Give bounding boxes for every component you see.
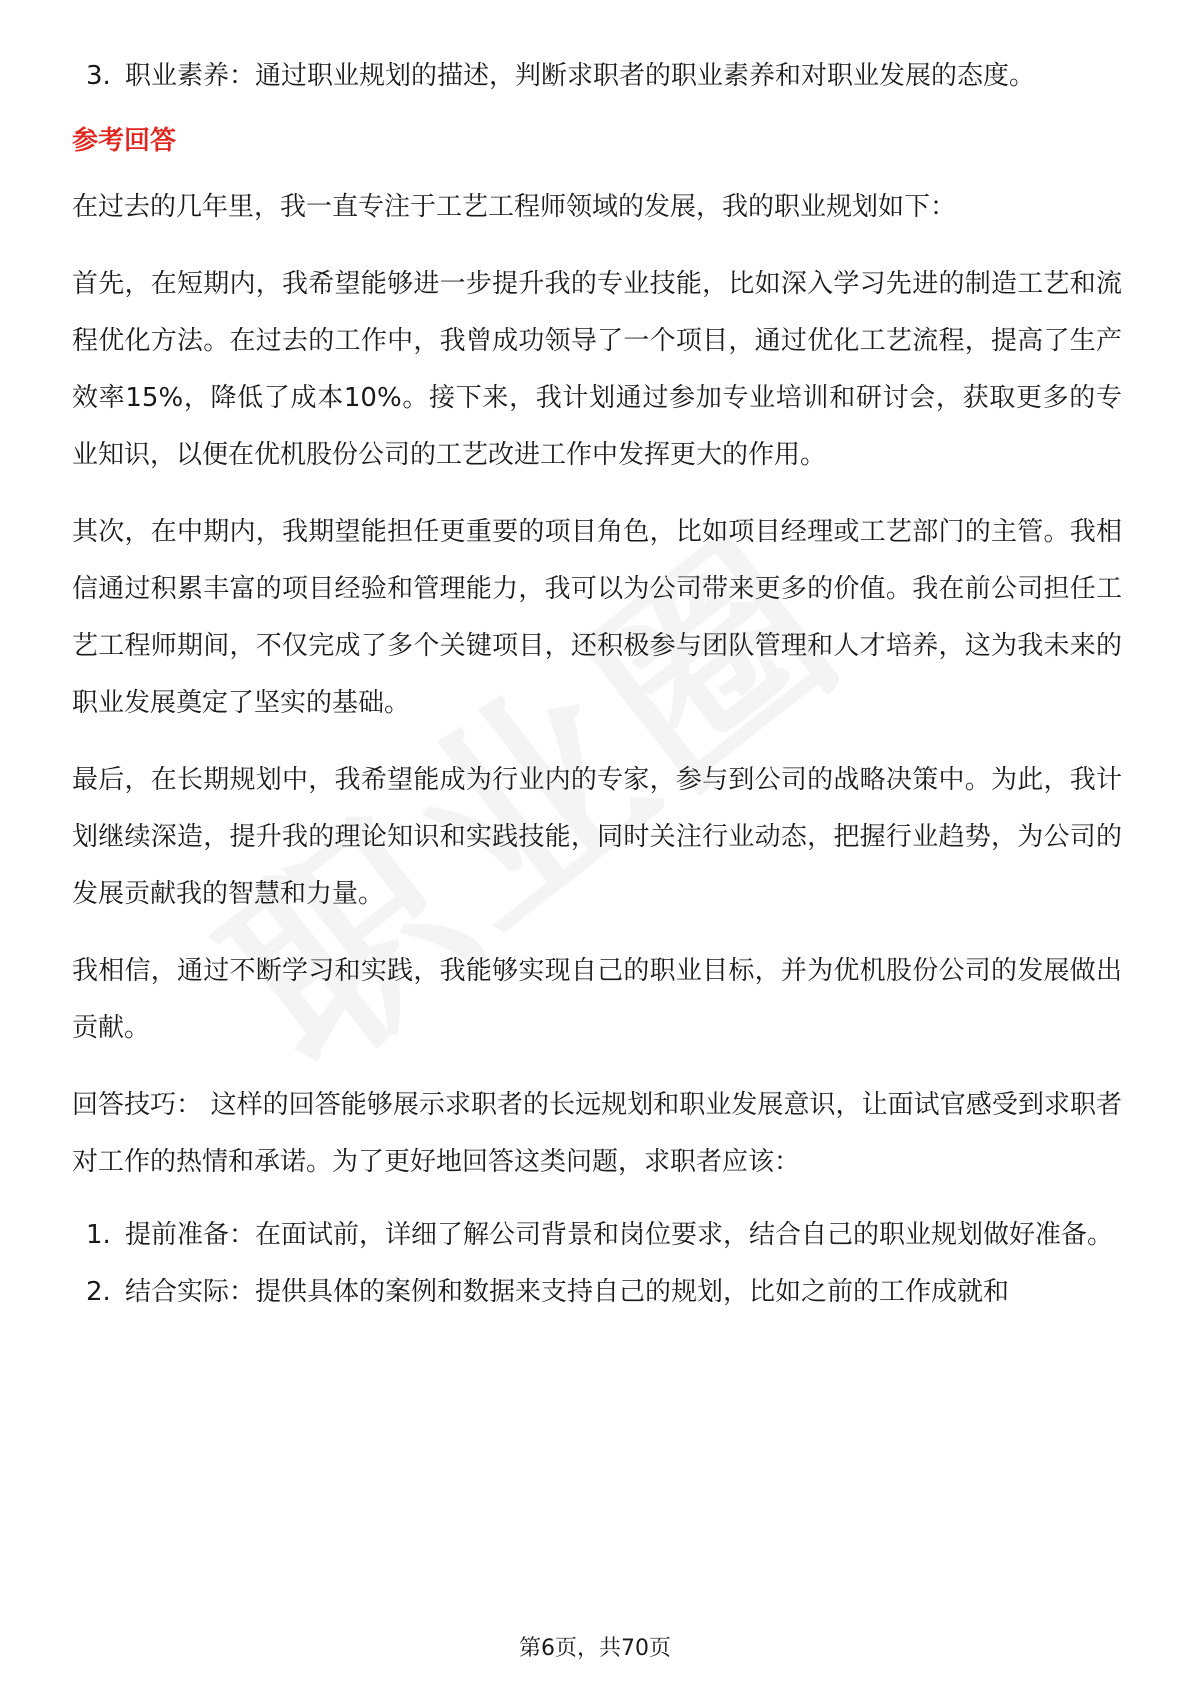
list-item <box>72 1207 1122 1264</box>
list-text: 结合实际：提供具体的案例和数据来支持自己的规划，比如之前的工作成就和 <box>125 1277 1010 1307</box>
paragraph-tips: 回答技巧： 这样的回答能够展示求职者的长远规划和职业发展意识，让面试官感受到求职者对工作的热情和承诺。为了更好地回答这类问题，求职者应该： <box>72 1090 1122 1177</box>
paragraph-short-term: 首先，在短期内，我希望能够进一步提升我的专业技能，比如深入学习先进的制造工艺和流程优化方法。在过去的工作中，我曾成功领导了一个项目，通过优化工艺流程，提高了生产效率15%，降低了成本10%。接下来，我计划通过参加专业培训和研讨会，获取更多的专业知识，以便在优机股份公司的工艺改进工作中发挥更大的作用。 <box>72 269 1122 470</box>
list-item <box>72 48 1122 105</box>
list-number: 2. <box>86 1277 111 1307</box>
list-number: 3. <box>86 61 111 91</box>
document-page <box>72 52 1122 1321</box>
paragraph-conclusion: 我相信，通过不断学习和实践，我能够实现自己的职业目标，并为优机股份公司的发展做出贡献。 <box>72 956 1122 1043</box>
page-number: 第6页，共70页 <box>519 1636 671 1661</box>
section-heading: 参考回答 <box>72 126 177 156</box>
list-text: 职业素养：通过职业规划的描述，判断求职者的职业素养和对职业发展的态度。 <box>125 61 1036 91</box>
list-item <box>72 1264 1122 1321</box>
list-number: 1. <box>86 1220 111 1250</box>
paragraph-intro: 在过去的几年里，我一直专注于工艺工程师领域的发展，我的职业规划如下： <box>72 192 957 222</box>
list-text: 提前准备：在面试前，详细了解公司背景和岗位要求，结合自己的职业规划做好准备。 <box>125 1220 1114 1250</box>
paragraph-mid-term: 其次，在中期内，我期望能担任更重要的项目角色，比如项目经理或工艺部门的主管。我相信通过积累丰富的项目经验和管理能力，我可以为公司带来更多的价值。我在前公司担任工艺工程师期间，不仅完成了多个关键项目，还积极参与团队管理和人才培养，这为我未来的职业发展奠定了坚实的基础。 <box>72 517 1122 718</box>
paragraph-long-term: 最后，在长期规划中，我希望能成为行业内的专家，参与到公司的战略决策中。为此，我计划继续深造，提升我的理论知识和实践技能，同时关注行业动态，把握行业趋势，为公司的发展贡献我的智慧和力量。 <box>72 765 1122 909</box>
